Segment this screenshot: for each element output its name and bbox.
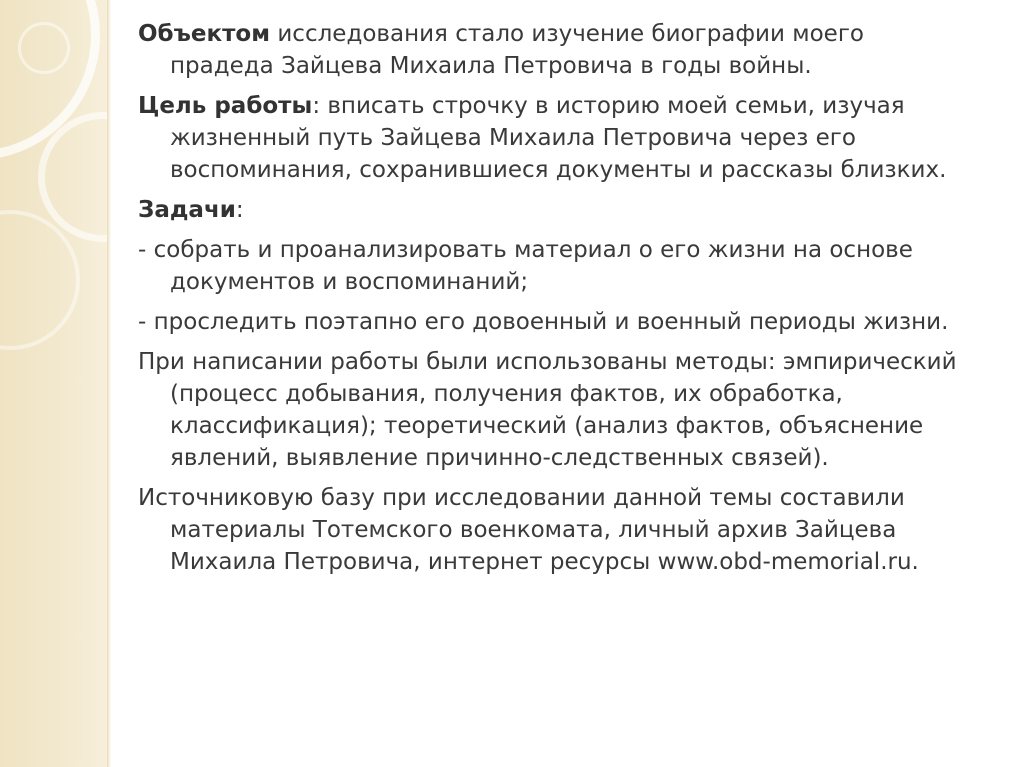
tasks-colon: :: [235, 197, 244, 223]
task-item-1: - собрать и проанализировать материал о его жизни на основе документов и воспоминаний;: [138, 237, 913, 295]
task-item-2: - проследить поэтапно его довоенный и военный периоды жизни.: [138, 309, 949, 335]
goal-paragraph: [138, 90, 968, 186]
tasks-paragraph: [138, 194, 968, 226]
decorative-ring: [18, 22, 70, 74]
slide-content: [138, 18, 968, 586]
decorative-sidebar: [0, 0, 107, 767]
object-paragraph: [138, 18, 968, 82]
sidebar-edge: [107, 0, 111, 767]
sources-paragraph: Источниковую базу при исследовании данной темы составили материалы Тотемского военкомата, личный архив Зайцева Михаила Петровича, интернет ресурсы www.obd-memorial.ru.: [138, 485, 919, 575]
tasks-heading: Задачи: [138, 197, 236, 223]
methods-paragraph: При написании работы были использованы методы: эмпирический (процесс добывания, получения фактов, их обработка, классификация); теоретический (анализ фактов, объяснение явлений, выявление причинно-следственных связей).: [138, 349, 957, 471]
object-heading: Объектом: [138, 21, 271, 47]
object-text: исследования стало изучение биографии моего прадеда Зайцева Михаила Петровича в годы войны.: [170, 21, 864, 79]
goal-heading: Цель работы: [138, 93, 313, 119]
goal-text: : вписать строчку в историю моей семьи, изучая жизненный путь Зайцева Михаила Петровича через его воспоминания, сохранившиеся документы и рассказы близких.: [170, 93, 947, 183]
